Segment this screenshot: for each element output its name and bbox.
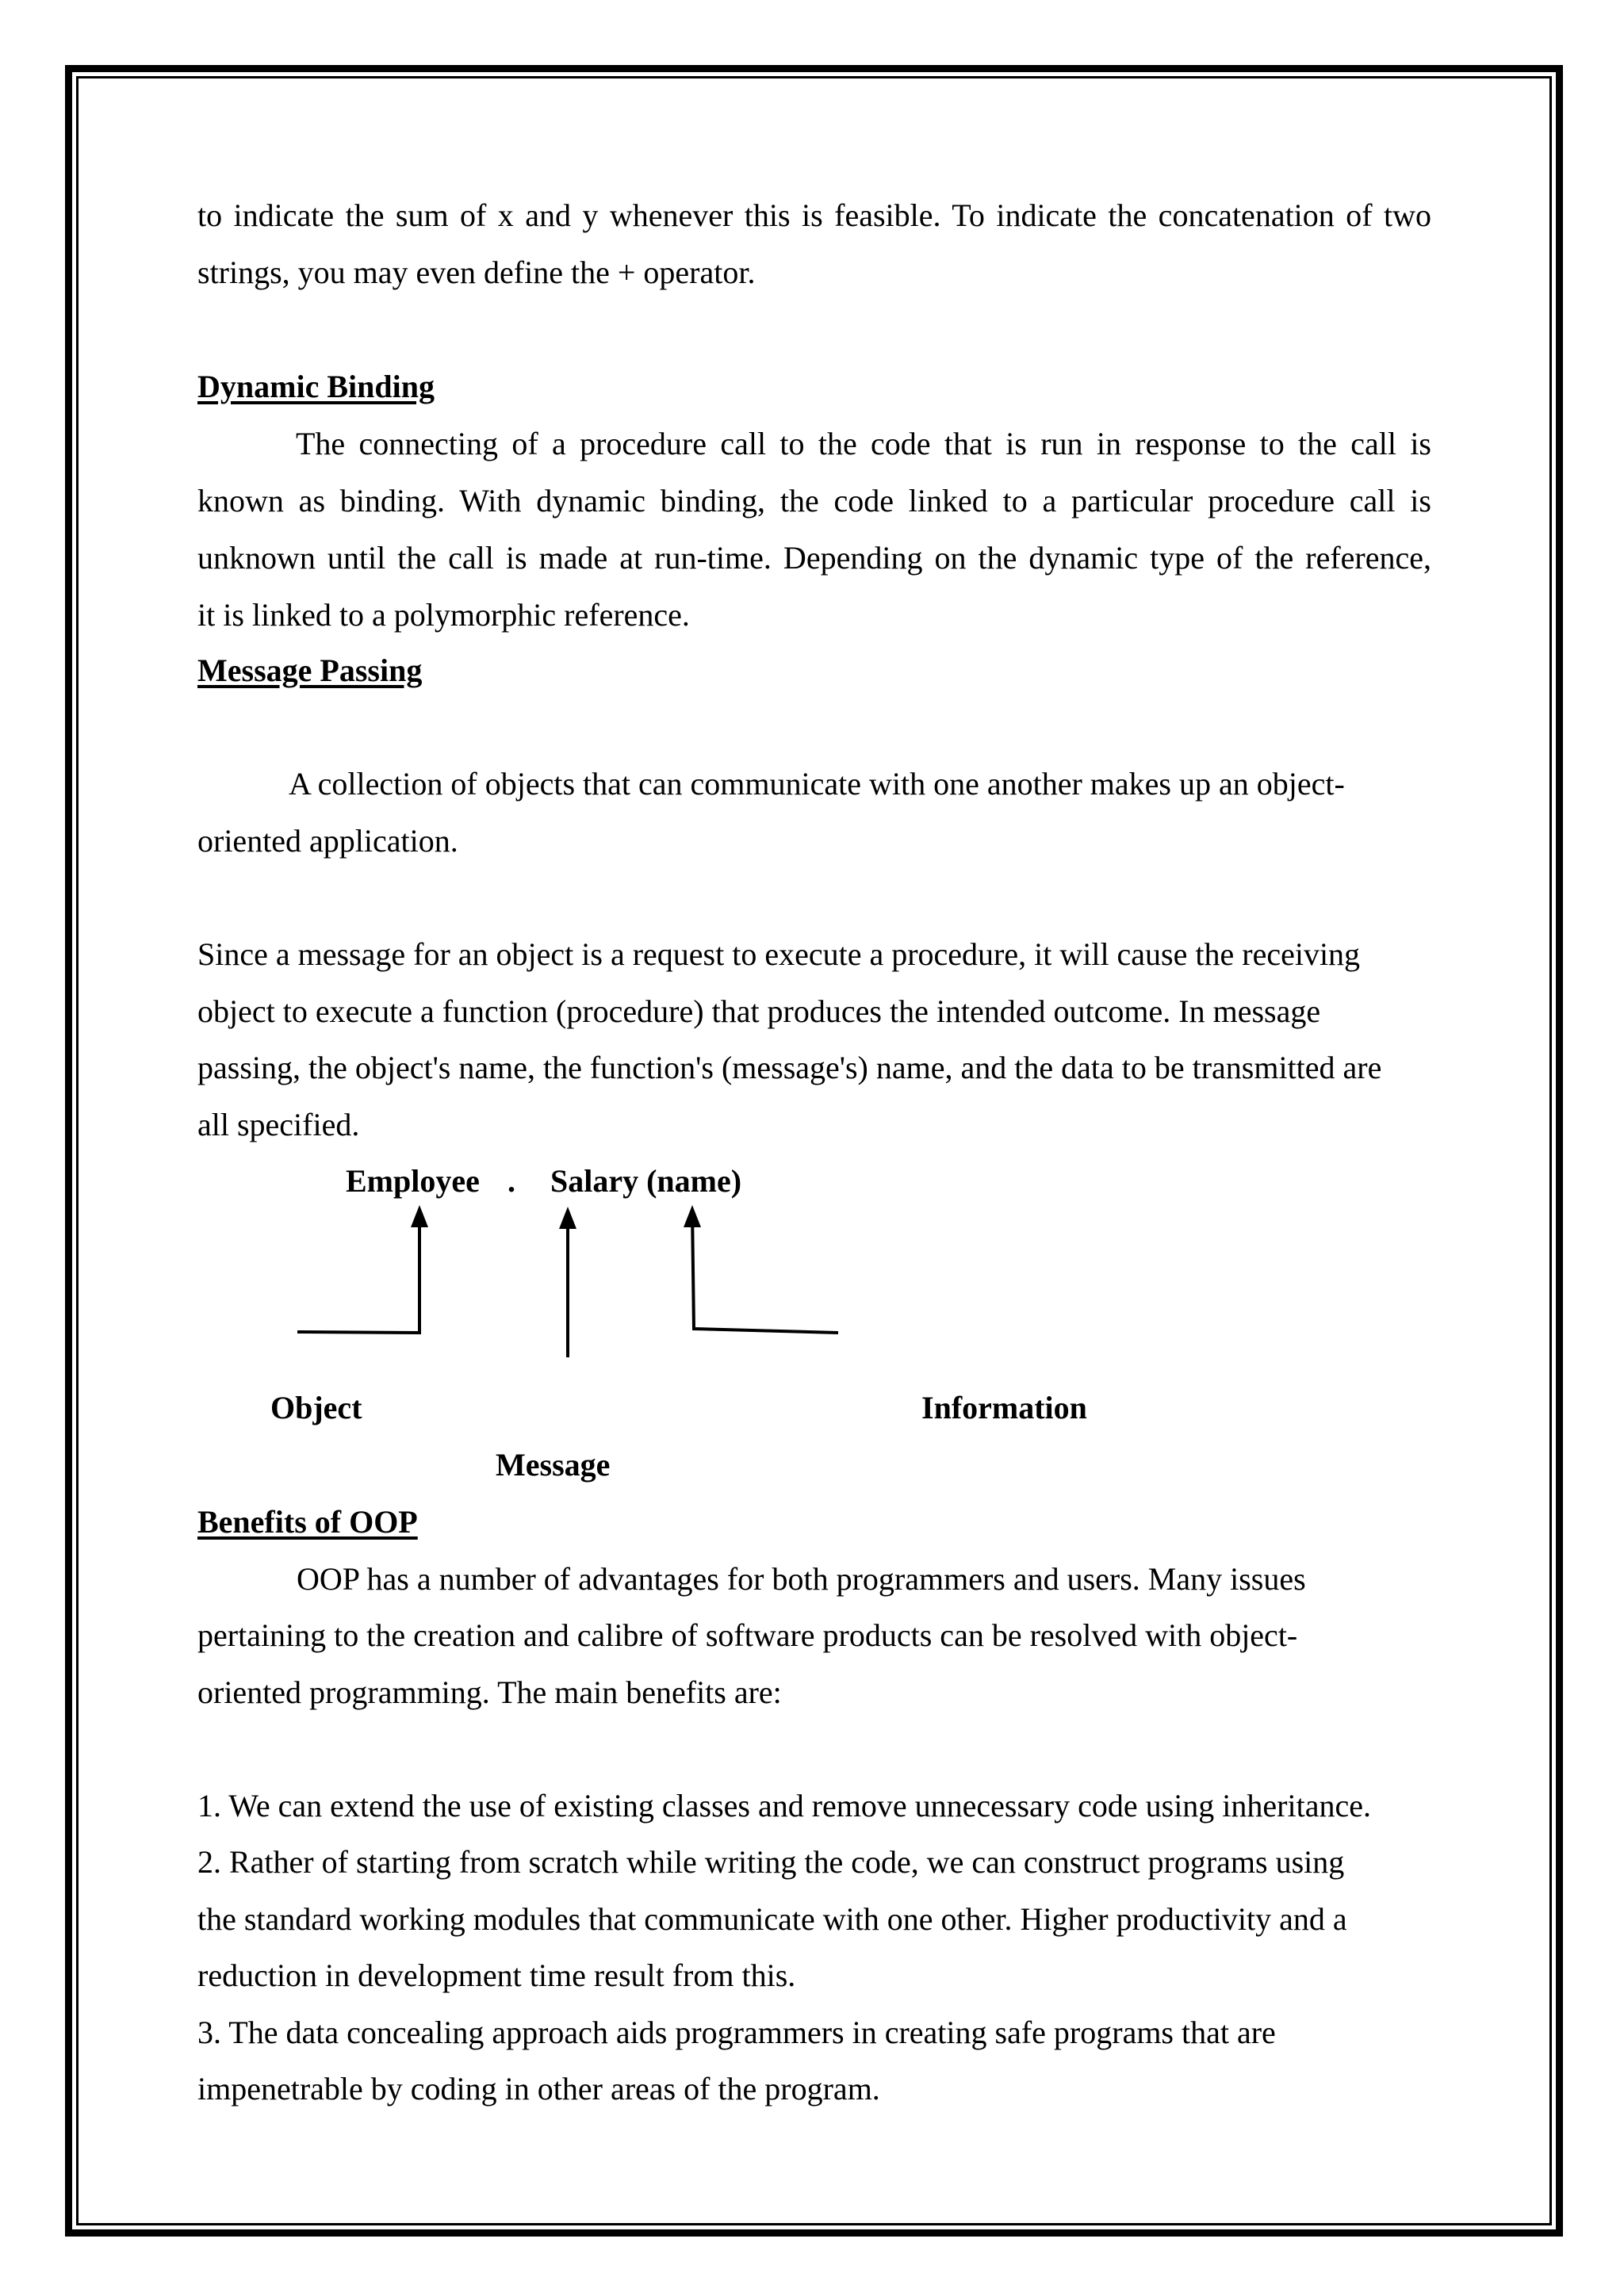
message-passing-para2-line-1: Since a message for an object is a request to execute a procedure, it will cause the receiving [197, 936, 1361, 972]
benefit-item-1: 1. We can extend the use of existing classes and remove unnecessary code using inheritance. [197, 1788, 1371, 1823]
benefit-item-2-line-1: 2. Rather of starting from scratch while writing the code, we can construct programs using [197, 1844, 1345, 1880]
diagram-call: Salary (name) [550, 1163, 742, 1199]
dynamic-binding-line-1: The connecting of a procedure call to the code that is run in response to the call is [296, 426, 1431, 461]
benefit-item-3-line-1: 3. The data concealing approach aids programmers in creating safe programs that are [197, 2015, 1276, 2050]
diagram-label-information: Information [921, 1390, 1087, 1425]
message-passing-heading: Message Passing [197, 652, 423, 688]
diagram-dot: . [508, 1163, 515, 1199]
intro-line-2: strings, you may even define the + operator. [197, 254, 756, 290]
dynamic-binding-line-4: it is linked to a polymorphic reference. [197, 597, 690, 633]
diagram-label-message: Message [496, 1447, 611, 1483]
dynamic-binding-paragraph [197, 425, 1431, 653]
benefits-heading: Benefits of OOP [197, 1504, 418, 1540]
dynamic-binding-line-2: known as binding. With dynamic binding, the code linked to a particular procedure call is [197, 483, 1431, 519]
message-passing-para2-line-4: all specified. [197, 1107, 360, 1142]
message-passing-para1-line-2: oriented application. [197, 823, 458, 859]
message-passing-para2-line-3: passing, the object's name, the function's (message's) name, and the data to be transmitted are [197, 1050, 1382, 1085]
message-passing-para2-line-2: object to execute a function (procedure) that produces the intended outcome. In message [197, 993, 1321, 1029]
diagram-object-name: Employee [346, 1163, 480, 1199]
benefits-intro-line-1: OOP has a number of advantages for both programmers and users. Many issues [297, 1561, 1306, 1597]
dynamic-binding-line-3: unknown until the call is made at run-time. Depending on the dynamic type of the reference, [197, 540, 1431, 576]
benefit-item-3-line-2: impenetrable by coding in other areas of the program. [197, 2071, 880, 2107]
intro-line-1: to indicate the sum of x and y whenever this is feasible. To indicate the concatenation of two [197, 197, 1431, 233]
diagram-label-object: Object [270, 1390, 362, 1425]
benefit-item-2-line-3: reduction in development time result from this. [197, 1957, 796, 1993]
message-passing-para1-line-1: A collection of objects that can communicate with one another makes up an object- [289, 766, 1345, 802]
intro-paragraph [197, 197, 1431, 311]
benefits-intro-line-3: oriented programming. The main benefits are: [197, 1674, 782, 1710]
benefits-intro-line-2: pertaining to the creation and calibre of software products can be resolved with object- [197, 1617, 1298, 1653]
dynamic-binding-heading: Dynamic Binding [197, 369, 435, 404]
benefit-item-2-line-2: the standard working modules that communicate with one other. Higher productivity and a [197, 1901, 1347, 1937]
